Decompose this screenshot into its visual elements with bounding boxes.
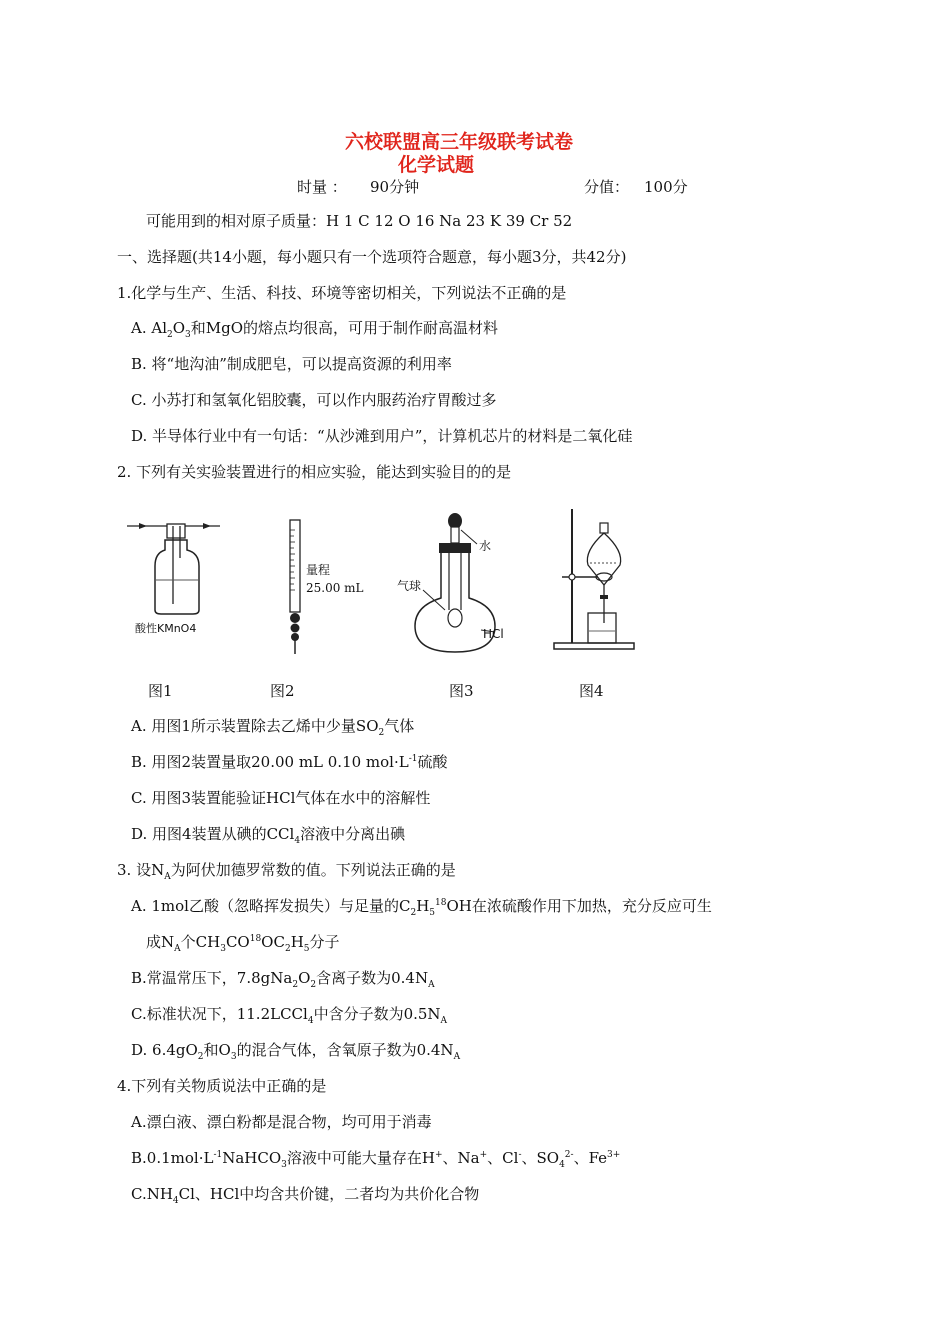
q3-option-a-line2: 成$N_A$个$CH_3CO^{18}OC_2H_5$分子	[146, 933, 340, 954]
figure-3-flask	[395, 510, 515, 660]
score-label: 分值：	[584, 178, 630, 196]
figure-1-wash-bottle	[125, 518, 225, 638]
fig2-caption: 图2	[270, 682, 295, 700]
q3-option-d: D. $6.4gO_2$和$O_3$的混合气体，含氧原子数为$0.4N_A$	[131, 1041, 461, 1062]
fig2-label-volume: 25.00 mL	[306, 581, 364, 595]
atomic-masses: 可能用到的相对原子质量：H 1 C 12 O 16 Na 23 K 39 Cr 52	[146, 212, 573, 230]
exam-title: 六校联盟高三年级联考试卷	[345, 131, 574, 153]
fig3-label-hcl: HCl	[483, 627, 504, 641]
q2-option-c: C. 用图3装置能验证HCl气体在水中的溶解性	[131, 789, 431, 807]
time-label: 时量 ：	[297, 178, 347, 196]
q1-option-b: B. 将“地沟油”制成肥皂，可以提高资源的利用率	[131, 355, 452, 373]
q2-option-a: A. 用图1所示装置除去乙烯中少量$SO_2$气体	[131, 717, 415, 738]
fig3-caption: 图3	[449, 682, 474, 700]
q3-option-a-line1: A. 1mol乙酸（忽略挥发损失）与足量的$C_2H_5^{18}OH$在浓硫酸作用下加热，充分反应可生	[131, 897, 712, 918]
q2-option-b: B. 用图2装置量取20.00 mL 0.10 $mol\cdot L^{-1}$硫酸	[131, 753, 448, 771]
exam-subtitle: 化学试题	[398, 154, 475, 176]
time-value: 90分钟	[370, 178, 420, 196]
figure-4-separatory-funnel	[550, 505, 640, 655]
fig2-label-range: 量程	[306, 563, 331, 577]
q4-stem: 4.下列有关物质说法中正确的是	[117, 1077, 327, 1095]
fig4-caption: 图4	[579, 682, 604, 700]
q1-option-d: D. 半导体行业中有一句话：“从沙滩到用户”，计算机芯片的材料是二氧化硅	[131, 427, 633, 445]
q1-stem: 1.化学与生产、生活、科技、环境等密切相关，下列说法不正确的是	[117, 284, 567, 302]
fig3-label-balloon: 气球	[397, 579, 422, 593]
section-heading: 一、选择题(共14小题，每小题只有一个选项符合题意，每小题3分，共42分)	[117, 248, 627, 266]
q3-stem: 3. 设$N_A$为阿伏加德罗常数的值。下列说法正确的是	[117, 861, 456, 882]
q2-stem: 2. 下列有关实验装置进行的相应实验，能达到实验目的的是	[117, 463, 512, 481]
q2-option-d: D. 用图4装置从碘的CCl$_4$溶液中分离出碘	[131, 825, 406, 846]
score-value: 100分	[644, 178, 688, 196]
q1-option-a: A. $Al_2O_3$和MgO的熔点均很高，可用于制作耐高温材料	[131, 319, 499, 340]
fig3-label-water: 水	[479, 539, 492, 553]
q3-option-b: B.常温常压下，$7.8gNa_2O_2$含离子数为$0.4N_A$	[131, 969, 435, 990]
q1-option-c: C. 小苏打和氢氧化铝胶囊，可以作内服药治疗胃酸过多	[131, 391, 497, 409]
q4-option-b: $B.0.1mol\cdot L^{-1}NaHCO_3$溶液中可能大量存在H+、Na+、Cl-、$SO_4^{2-}$、$Fe^{3+}$	[131, 1149, 621, 1170]
fig1-caption: 图1	[148, 682, 173, 700]
q4-option-a: A.漂白液、漂白粉都是混合物，均可用于消毒	[131, 1113, 432, 1131]
q4-option-c: $C.NH_4Cl$、HCl中均含共价键，二者均为共价化合物	[131, 1185, 480, 1206]
figure-2-burette	[280, 516, 380, 656]
fig1-label-kmno4: 酸性KMnO4	[135, 622, 197, 635]
q3-option-c: C.标准状况下，11.2LCCl$_4$中含分子数为$0.5N_A$	[131, 1005, 448, 1026]
